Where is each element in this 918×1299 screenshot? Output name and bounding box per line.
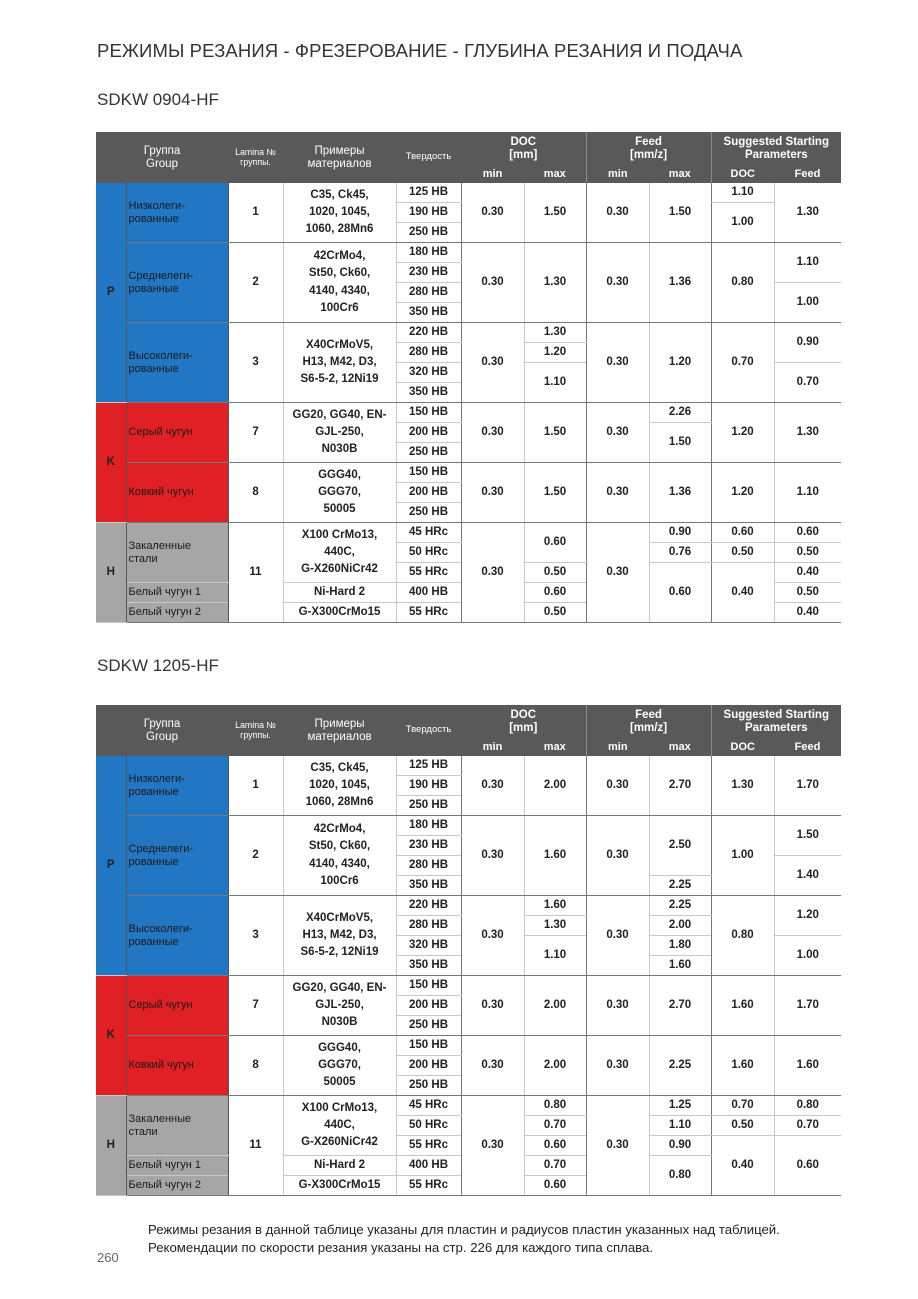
- feed-min-cell: 0.30: [586, 243, 649, 323]
- hardness-cell: 150 HB: [396, 403, 461, 423]
- suggested-feed-cell: 1.70: [774, 976, 841, 1036]
- header-suggested-doc: DOC: [711, 166, 774, 183]
- hardness-cell: 250 HB: [396, 1076, 461, 1096]
- header-lamina-no: Lamina № группы.: [228, 705, 283, 756]
- suggested-doc-cell: 1.00: [711, 816, 774, 896]
- doc-max-cell: 1.50: [524, 463, 586, 523]
- doc-min-cell: 0.30: [461, 463, 524, 523]
- hardness-cell: 55 HRc: [396, 1136, 461, 1156]
- hardness-cell: 230 HB: [396, 263, 461, 283]
- header-materials: Примеры материалов: [283, 705, 396, 756]
- feed-max-cell: 1.60: [649, 956, 711, 976]
- doc-max-cell: 1.30: [524, 916, 586, 936]
- header-group: Группа Group: [96, 705, 228, 756]
- group-name: Высоколеги- рованные: [126, 896, 228, 976]
- suggested-feed-cell: 1.20: [774, 896, 841, 936]
- hardness-cell: 280 HB: [396, 916, 461, 936]
- group-letter-h: H: [96, 1096, 126, 1196]
- hardness-cell: 350 HB: [396, 956, 461, 976]
- doc-max-cell: 0.60: [524, 523, 586, 563]
- materials-cell: C35, Ck45, 1020, 1045, 1060, 28Mn6: [283, 183, 396, 243]
- group-letter-p: P: [96, 183, 126, 403]
- suggested-doc-cell: 0.40: [711, 1136, 774, 1196]
- hardness-cell: 125 HB: [396, 756, 461, 776]
- suggested-doc-cell: 0.80: [711, 896, 774, 976]
- feed-min-cell: 0.30: [586, 1036, 649, 1096]
- header-feed: Feed [mm/z]: [586, 705, 711, 739]
- hardness-cell: 280 HB: [396, 283, 461, 303]
- hardness-cell: 250 HB: [396, 503, 461, 523]
- group-number: 7: [228, 403, 283, 463]
- group-number: 2: [228, 243, 283, 323]
- materials-cell: Ni-Hard 2: [283, 583, 396, 603]
- group-number: 11: [228, 523, 283, 623]
- feed-max-cell: 0.80: [649, 1156, 711, 1196]
- group-number: 8: [228, 463, 283, 523]
- header-doc-min: min: [461, 166, 524, 183]
- group-number: 11: [228, 1096, 283, 1196]
- header-doc-min: min: [461, 739, 524, 756]
- materials-cell: X100 CrMo13, 440C, G-X260NiCr42: [283, 523, 396, 583]
- doc-max-cell: 0.60: [524, 583, 586, 603]
- header-doc-max: max: [524, 739, 586, 756]
- feed-max-cell: 0.90: [649, 1136, 711, 1156]
- header-suggested: Suggested Starting Parameters: [711, 705, 841, 739]
- suggested-doc-cell: 1.30: [711, 756, 774, 816]
- suggested-doc-cell: 1.60: [711, 976, 774, 1036]
- suggested-feed-cell: 1.10: [774, 463, 841, 523]
- footnote: [148, 1221, 780, 1257]
- suggested-doc-cell: 1.20: [711, 463, 774, 523]
- materials-cell: GGG40, GGG70, 50005: [283, 463, 396, 523]
- doc-min-cell: 0.30: [461, 243, 524, 323]
- group-name: Серый чугун: [126, 403, 228, 463]
- group-number: 7: [228, 976, 283, 1036]
- feed-max-cell: 1.50: [649, 183, 711, 243]
- hardness-cell: 200 HB: [396, 483, 461, 503]
- suggested-feed-cell: 1.50: [774, 816, 841, 856]
- hardness-cell: 150 HB: [396, 1036, 461, 1056]
- hardness-cell: 350 HB: [396, 303, 461, 323]
- materials-cell: GGG40, GGG70, 50005: [283, 1036, 396, 1096]
- suggested-feed-cell: 1.30: [774, 403, 841, 463]
- feed-min-cell: 0.30: [586, 403, 649, 463]
- feed-min-cell: 0.30: [586, 1096, 649, 1196]
- header-hardness: Твердость: [396, 132, 461, 183]
- group-name: Белый чугун 2: [126, 1176, 228, 1196]
- doc-min-cell: 0.30: [461, 1096, 524, 1196]
- hardness-cell: 320 HB: [396, 363, 461, 383]
- suggested-doc-cell: 0.70: [711, 323, 774, 403]
- hardness-cell: 280 HB: [396, 856, 461, 876]
- hardness-cell: 250 HB: [396, 443, 461, 463]
- hardness-cell: 45 HRc: [396, 1096, 461, 1116]
- doc-max-cell: 1.50: [524, 183, 586, 243]
- hardness-cell: 50 HRc: [396, 1116, 461, 1136]
- doc-min-cell: 0.30: [461, 896, 524, 976]
- footnote-line-2: Рекомендации по скорости резания указаны на стр. 226 для каждого типа сплава.: [148, 1239, 654, 1255]
- suggested-doc-cell: 0.40: [711, 563, 774, 623]
- feed-max-cell: 0.60: [649, 563, 711, 623]
- doc-min-cell: 0.30: [461, 183, 524, 243]
- hardness-cell: 320 HB: [396, 936, 461, 956]
- hardness-cell: 280 HB: [396, 343, 461, 363]
- doc-max-cell: 1.30: [524, 243, 586, 323]
- hardness-cell: 250 HB: [396, 223, 461, 243]
- feed-max-cell: 1.36: [649, 463, 711, 523]
- suggested-feed-cell: 0.40: [774, 563, 841, 583]
- hardness-cell: 220 HB: [396, 323, 461, 343]
- feed-min-cell: 0.30: [586, 183, 649, 243]
- feed-max-cell: 2.00: [649, 916, 711, 936]
- hardness-cell: 125 HB: [396, 183, 461, 203]
- feed-max-cell: 0.90: [649, 523, 711, 543]
- doc-max-cell: 0.70: [524, 1116, 586, 1136]
- header-feed-min: min: [586, 166, 649, 183]
- group-letter-k: K: [96, 403, 126, 523]
- materials-cell: G-X300CrMo15: [283, 603, 396, 623]
- suggested-feed-cell: 0.70: [774, 363, 841, 403]
- feed-max-cell: 2.26: [649, 403, 711, 423]
- feed-max-cell: 2.25: [649, 896, 711, 916]
- materials-cell: X40CrMoV5, H13, M42, D3, S6-5-2, 12Ni19: [283, 896, 396, 976]
- doc-min-cell: 0.30: [461, 976, 524, 1036]
- suggested-doc-cell: 0.80: [711, 243, 774, 323]
- doc-max-cell: 2.00: [524, 756, 586, 816]
- header-group: Группа Group: [96, 132, 228, 183]
- header-hardness: Твердость: [396, 705, 461, 756]
- group-number: 3: [228, 323, 283, 403]
- materials-cell: GG20, GG40, EN- GJL-250, N030B: [283, 403, 396, 463]
- suggested-doc-cell: 0.50: [711, 543, 774, 563]
- cutting-table-sdkw-0904: [96, 132, 841, 623]
- group-letter-p: P: [96, 756, 126, 976]
- doc-min-cell: 0.30: [461, 816, 524, 896]
- hardness-cell: 55 HRc: [396, 603, 461, 623]
- feed-max-cell: 0.76: [649, 543, 711, 563]
- feed-max-cell: 1.50: [649, 423, 711, 463]
- doc-max-cell: 2.00: [524, 976, 586, 1036]
- doc-max-cell: 1.10: [524, 936, 586, 976]
- hardness-cell: 220 HB: [396, 896, 461, 916]
- hardness-cell: 230 HB: [396, 836, 461, 856]
- feed-min-cell: 0.30: [586, 463, 649, 523]
- suggested-doc-cell: 1.60: [711, 1036, 774, 1096]
- suggested-doc-cell: 1.10: [711, 183, 774, 203]
- feed-max-cell: 2.50: [649, 816, 711, 876]
- doc-min-cell: 0.30: [461, 756, 524, 816]
- doc-max-cell: 0.70: [524, 1156, 586, 1176]
- suggested-doc-cell: 1.00: [711, 203, 774, 243]
- hardness-cell: 400 HB: [396, 1156, 461, 1176]
- feed-max-cell: 2.25: [649, 876, 711, 896]
- suggested-feed-cell: 1.30: [774, 183, 841, 243]
- suggested-feed-cell: 0.90: [774, 323, 841, 363]
- suggested-feed-cell: 1.00: [774, 936, 841, 976]
- hardness-cell: 200 HB: [396, 423, 461, 443]
- suggested-feed-cell: 0.80: [774, 1096, 841, 1116]
- doc-max-cell: 1.60: [524, 816, 586, 896]
- hardness-cell: 180 HB: [396, 816, 461, 836]
- section-title-sdkw-0904: SDKW 0904-HF: [97, 90, 219, 109]
- suggested-feed-cell: 0.60: [774, 1136, 841, 1196]
- materials-cell: G-X300CrMo15: [283, 1176, 396, 1196]
- doc-max-cell: 0.50: [524, 563, 586, 583]
- header-doc: DOC [mm]: [461, 132, 586, 166]
- feed-max-cell: 1.25: [649, 1096, 711, 1116]
- header-materials: Примеры материалов: [283, 132, 396, 183]
- header-feed-max: max: [649, 166, 711, 183]
- materials-cell: Ni-Hard 2: [283, 1156, 396, 1176]
- group-name: Белый чугун 1: [126, 1156, 228, 1176]
- suggested-feed-cell: 1.70: [774, 756, 841, 816]
- group-name: Серый чугун: [126, 976, 228, 1036]
- suggested-feed-cell: 1.60: [774, 1036, 841, 1096]
- group-number: 8: [228, 1036, 283, 1096]
- suggested-feed-cell: 1.10: [774, 243, 841, 283]
- feed-min-cell: 0.30: [586, 816, 649, 896]
- header-doc-max: max: [524, 166, 586, 183]
- feed-min-cell: 0.30: [586, 523, 649, 623]
- hardness-cell: 350 HB: [396, 876, 461, 896]
- doc-min-cell: 0.30: [461, 403, 524, 463]
- doc-max-cell: 0.50: [524, 603, 586, 623]
- header-feed-min: min: [586, 739, 649, 756]
- group-name: Среднелеги- рованные: [126, 816, 228, 896]
- suggested-feed-cell: 1.40: [774, 856, 841, 896]
- suggested-doc-cell: 0.70: [711, 1096, 774, 1116]
- feed-max-cell: 1.10: [649, 1116, 711, 1136]
- group-number: 1: [228, 756, 283, 816]
- doc-max-cell: 1.50: [524, 403, 586, 463]
- feed-max-cell: 2.70: [649, 976, 711, 1036]
- footnote-line-1: Режимы резания в данной таблице указаны для пластин и радиусов пластин указанных над таблицей.: [148, 1222, 780, 1237]
- header-lamina-no: Lamina № группы.: [228, 132, 283, 183]
- hardness-cell: 150 HB: [396, 976, 461, 996]
- suggested-doc-cell: 0.50: [711, 1116, 774, 1136]
- header-suggested: Suggested Starting Parameters: [711, 132, 841, 166]
- group-name: Низколеги- рованные: [126, 756, 228, 816]
- feed-min-cell: 0.30: [586, 323, 649, 403]
- doc-min-cell: 0.30: [461, 323, 524, 403]
- materials-cell: X40CrMoV5, H13, M42, D3, S6-5-2, 12Ni19: [283, 323, 396, 403]
- hardness-cell: 190 HB: [396, 203, 461, 223]
- hardness-cell: 55 HRc: [396, 563, 461, 583]
- group-name: Высоколеги- рованные: [126, 323, 228, 403]
- group-name: Среднелеги- рованные: [126, 243, 228, 323]
- suggested-feed-cell: 0.50: [774, 583, 841, 603]
- group-name: Закаленные стали: [126, 1096, 228, 1156]
- group-letter-k: K: [96, 976, 126, 1096]
- group-name: Ковкий чугун: [126, 463, 228, 523]
- feed-max-cell: 1.80: [649, 936, 711, 956]
- group-name: Белый чугун 2: [126, 603, 228, 623]
- feed-max-cell: 2.70: [649, 756, 711, 816]
- suggested-feed-cell: 1.00: [774, 283, 841, 323]
- hardness-cell: 50 HRc: [396, 543, 461, 563]
- hardness-cell: 250 HB: [396, 1016, 461, 1036]
- hardness-cell: 180 HB: [396, 243, 461, 263]
- section-title-sdkw-1205: SDKW 1205-HF: [97, 656, 219, 675]
- group-number: 2: [228, 816, 283, 896]
- feed-min-cell: 0.30: [586, 896, 649, 976]
- hardness-cell: 200 HB: [396, 996, 461, 1016]
- feed-max-cell: 1.20: [649, 323, 711, 403]
- doc-max-cell: 2.00: [524, 1036, 586, 1096]
- group-number: 1: [228, 183, 283, 243]
- suggested-doc-cell: 0.60: [711, 523, 774, 543]
- header-feed: Feed [mm/z]: [586, 132, 711, 166]
- group-number: 3: [228, 896, 283, 976]
- group-name: Ковкий чугун: [126, 1036, 228, 1096]
- header-suggested-feed: Feed: [774, 166, 841, 183]
- doc-max-cell: 0.60: [524, 1136, 586, 1156]
- hardness-cell: 45 HRc: [396, 523, 461, 543]
- group-name: Закаленные стали: [126, 523, 228, 583]
- hardness-cell: 350 HB: [396, 383, 461, 403]
- doc-min-cell: 0.30: [461, 523, 524, 623]
- group-name: Низколеги- рованные: [126, 183, 228, 243]
- suggested-feed-cell: 0.50: [774, 543, 841, 563]
- hardness-cell: 190 HB: [396, 776, 461, 796]
- cutting-table-sdkw-1205: [96, 705, 841, 1196]
- materials-cell: 42CrMo4, St50, Ck60, 4140, 4340, 100Cr6: [283, 243, 396, 323]
- hardness-cell: 200 HB: [396, 1056, 461, 1076]
- doc-max-cell: 0.60: [524, 1176, 586, 1196]
- feed-max-cell: 1.36: [649, 243, 711, 323]
- materials-cell: 42CrMo4, St50, Ck60, 4140, 4340, 100Cr6: [283, 816, 396, 896]
- hardness-cell: 250 HB: [396, 796, 461, 816]
- page-title: РЕЖИМЫ РЕЗАНИЯ - ФРЕЗЕРОВАНИЕ - ГЛУБИНА РЕЗАНИЯ И ПОДАЧА: [97, 40, 743, 61]
- doc-max-cell: 1.20: [524, 343, 586, 363]
- header-suggested-doc: DOC: [711, 739, 774, 756]
- doc-max-cell: 0.80: [524, 1096, 586, 1116]
- feed-max-cell: 2.25: [649, 1036, 711, 1096]
- hardness-cell: 400 HB: [396, 583, 461, 603]
- header-doc: DOC [mm]: [461, 705, 586, 739]
- doc-min-cell: 0.30: [461, 1036, 524, 1096]
- materials-cell: C35, Ck45, 1020, 1045, 1060, 28Mn6: [283, 756, 396, 816]
- hardness-cell: 55 HRc: [396, 1176, 461, 1196]
- hardness-cell: 150 HB: [396, 463, 461, 483]
- suggested-feed-cell: 0.70: [774, 1116, 841, 1136]
- suggested-doc-cell: 1.20: [711, 403, 774, 463]
- materials-cell: X100 CrMo13, 440C, G-X260NiCr42: [283, 1096, 396, 1156]
- header-suggested-feed: Feed: [774, 739, 841, 756]
- doc-max-cell: 1.10: [524, 363, 586, 403]
- suggested-feed-cell: 0.60: [774, 523, 841, 543]
- group-letter-h: H: [96, 523, 126, 623]
- suggested-feed-cell: 0.40: [774, 603, 841, 623]
- header-feed-max: max: [649, 739, 711, 756]
- doc-max-cell: 1.60: [524, 896, 586, 916]
- doc-max-cell: 1.30: [524, 323, 586, 343]
- feed-min-cell: 0.30: [586, 976, 649, 1036]
- group-name: Белый чугун 1: [126, 583, 228, 603]
- feed-min-cell: 0.30: [586, 756, 649, 816]
- materials-cell: GG20, GG40, EN- GJL-250, N030B: [283, 976, 396, 1036]
- page-number: 260: [97, 1250, 119, 1265]
